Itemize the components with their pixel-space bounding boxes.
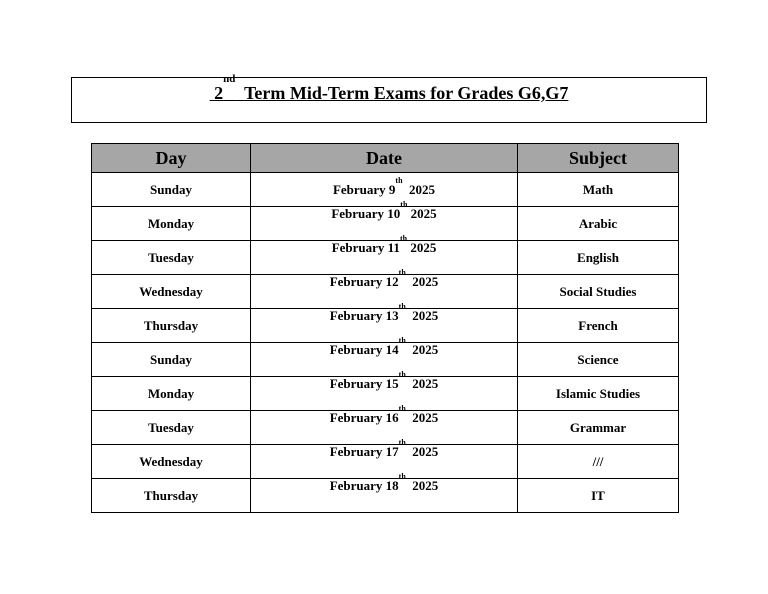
title-underlined xyxy=(210,73,569,103)
date-year: 2025 xyxy=(412,274,439,289)
subject-cell: English xyxy=(518,241,679,275)
date-sup: th xyxy=(398,472,406,481)
table-row xyxy=(92,275,679,309)
table-row xyxy=(92,207,679,241)
day-cell: Tuesday xyxy=(92,241,251,275)
date-cell xyxy=(251,336,518,377)
day-cell: Sunday xyxy=(92,343,251,377)
table-header-row xyxy=(92,144,679,173)
date-text: February 10 xyxy=(331,206,401,221)
day-cell: Wednesday xyxy=(92,275,251,309)
day-cell: Monday xyxy=(92,377,251,411)
date-sup: th xyxy=(395,175,403,185)
day-cell: Sunday xyxy=(92,173,251,207)
day-cell: Wednesday xyxy=(92,445,251,479)
date-text: February 17 xyxy=(329,444,399,459)
date-text: February 13 xyxy=(329,308,399,323)
header-date: Date xyxy=(251,144,518,173)
date-cell xyxy=(251,302,518,343)
date-sup: th xyxy=(398,268,406,277)
date-cell xyxy=(251,472,518,513)
page-title xyxy=(72,73,706,104)
date-sup: th xyxy=(398,438,406,447)
subject-cell: Grammar xyxy=(518,411,679,445)
date-text: February 16 xyxy=(329,410,399,425)
table-row xyxy=(92,173,679,207)
date-sup: th xyxy=(398,302,406,311)
date-cell xyxy=(251,268,518,309)
table-row xyxy=(92,411,679,445)
date-text: February 15 xyxy=(329,376,399,391)
table-row xyxy=(92,377,679,411)
title-text: Term Mid-Term Exams for Grades G6,G7 xyxy=(244,83,569,103)
date-year: 2025 xyxy=(412,444,439,459)
subject-cell: Social Studies xyxy=(518,275,679,309)
day-cell: Thursday xyxy=(92,479,251,513)
date-sup: th xyxy=(399,234,408,243)
title-superscript: nd xyxy=(223,73,236,85)
date-year: 2025 xyxy=(410,206,437,221)
date-text: February 9 xyxy=(332,181,396,197)
exam-schedule-table xyxy=(91,143,679,513)
date-text: February 14 xyxy=(329,342,399,357)
date-cell xyxy=(251,173,518,207)
subject-cell: French xyxy=(518,309,679,343)
date-year: 2025 xyxy=(412,410,439,425)
date-sup: th xyxy=(398,404,406,413)
subject-cell: IT xyxy=(518,479,679,513)
date-cell xyxy=(251,200,518,241)
table-row xyxy=(92,479,679,513)
title-box xyxy=(71,73,707,123)
date-sup: th xyxy=(398,370,406,379)
subject-cell: Islamic Studies xyxy=(518,377,679,411)
date-year: 2025 xyxy=(409,181,436,197)
date-cell xyxy=(251,370,518,411)
date-cell xyxy=(251,438,518,479)
date-sup: th xyxy=(400,200,408,209)
date-sup: th xyxy=(398,336,406,345)
table-row xyxy=(92,343,679,377)
day-cell: Monday xyxy=(92,207,251,241)
date-year: 2025 xyxy=(412,342,439,357)
date-text: February 12 xyxy=(329,274,399,289)
date-year: 2025 xyxy=(412,308,439,323)
date-text: February 11 xyxy=(331,240,400,255)
header-day: Day xyxy=(92,144,251,173)
table-row xyxy=(92,309,679,343)
date-cell xyxy=(251,404,518,445)
table-row xyxy=(92,241,679,275)
date-cell xyxy=(251,234,518,275)
date-text: February 18 xyxy=(329,478,399,493)
date-year: 2025 xyxy=(412,376,439,391)
subject-cell: Math xyxy=(518,173,679,207)
day-cell: Thursday xyxy=(92,309,251,343)
title-prefix: 2 xyxy=(214,83,224,103)
date-year: 2025 xyxy=(412,478,439,493)
table-row xyxy=(92,445,679,479)
subject-cell: Science xyxy=(518,343,679,377)
date-year: 2025 xyxy=(410,240,437,255)
subject-cell: Arabic xyxy=(518,207,679,241)
subject-cell: /// xyxy=(518,445,679,479)
day-cell: Tuesday xyxy=(92,411,251,445)
header-subject: Subject xyxy=(518,144,679,173)
